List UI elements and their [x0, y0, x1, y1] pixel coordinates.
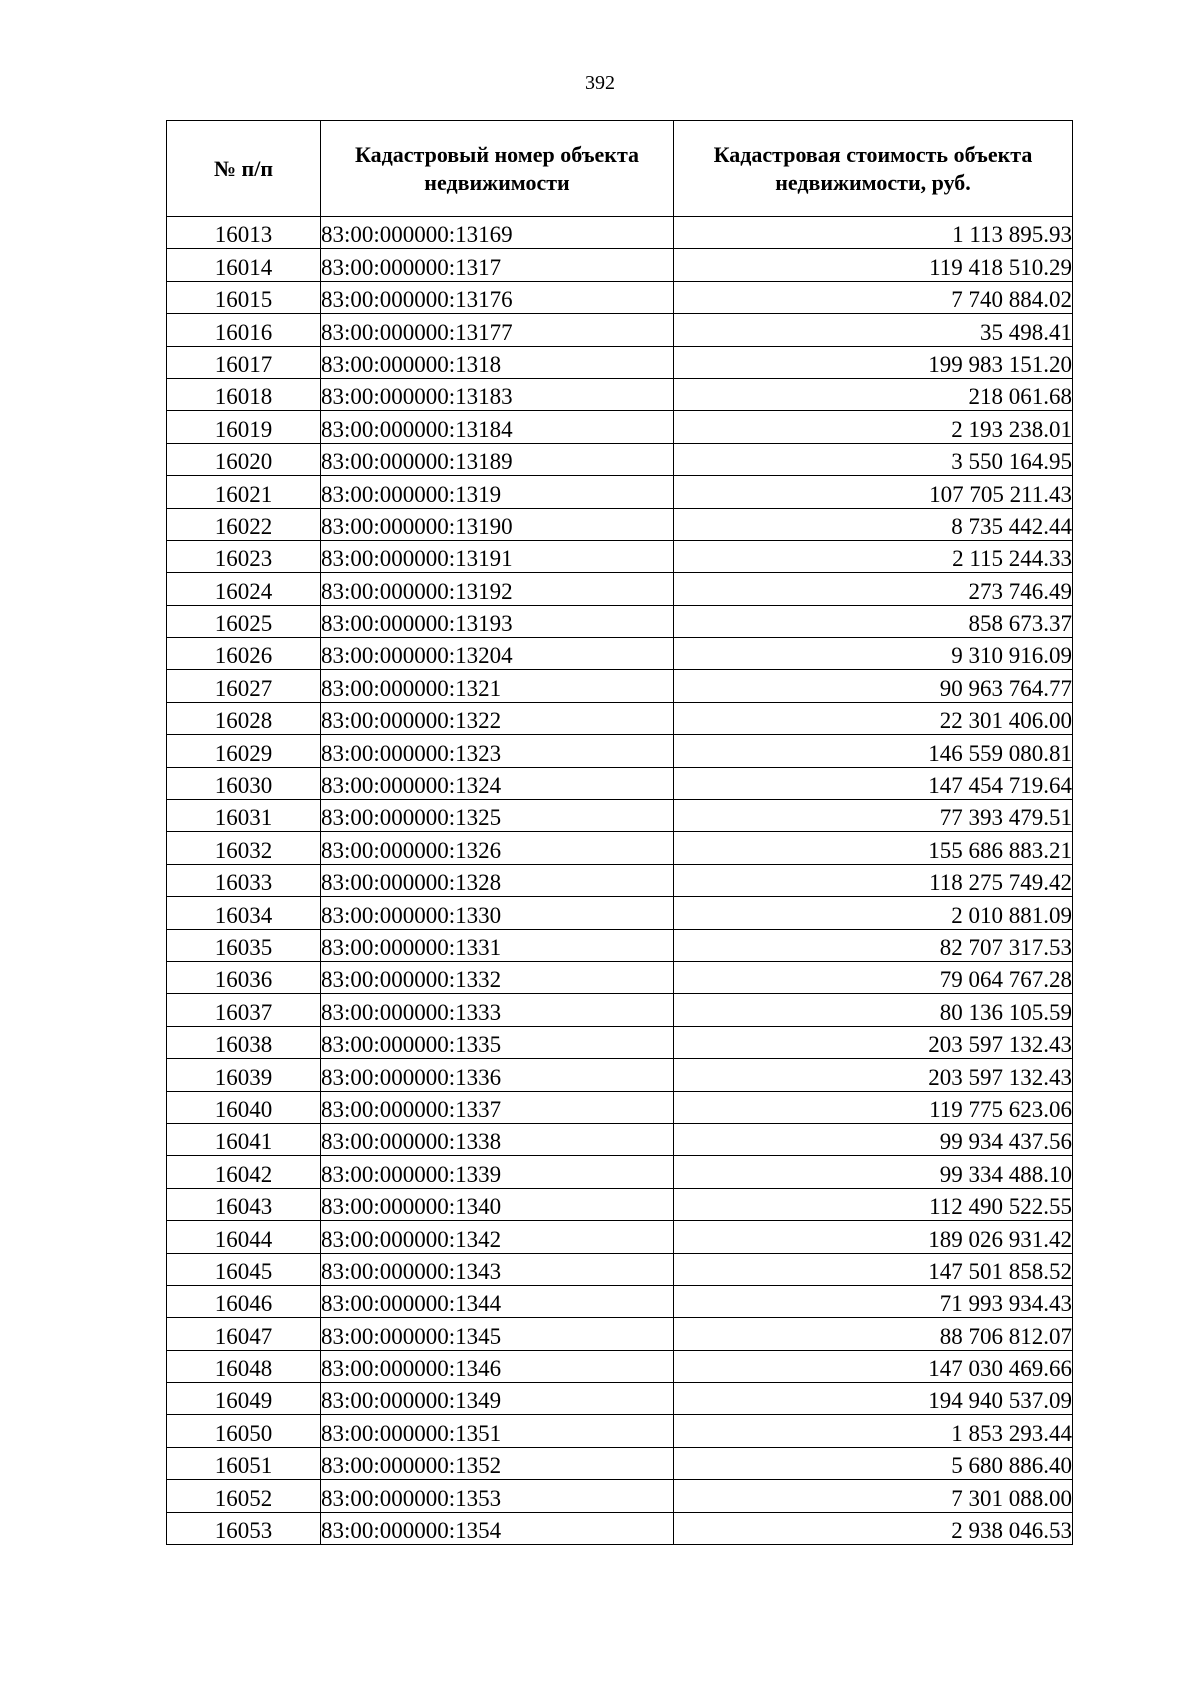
cadastral-number-cell: 83:00:000000:1340 [321, 1188, 674, 1220]
cadastral-number-cell: 83:00:000000:1343 [321, 1253, 674, 1285]
row-number-cell: 16027 [167, 670, 321, 702]
cadastral-number-cell: 83:00:000000:13189 [321, 443, 674, 475]
row-number-cell: 16038 [167, 1026, 321, 1058]
cadastral-value-cell: 273 746.49 [674, 573, 1073, 605]
table-row [167, 378, 1073, 410]
table-body [167, 217, 1073, 1545]
cadastral-number-cell: 83:00:000000:1337 [321, 1091, 674, 1123]
row-number-cell: 16015 [167, 281, 321, 313]
header-cadastral-number: Кадастровый номер объекта недвижимости [321, 121, 674, 217]
cadastral-value-cell: 147 454 719.64 [674, 767, 1073, 799]
cadastral-value-cell: 112 490 522.55 [674, 1188, 1073, 1220]
cadastral-number-cell: 83:00:000000:1345 [321, 1318, 674, 1350]
cadastral-value-cell: 218 061.68 [674, 378, 1073, 410]
cadastral-number-cell: 83:00:000000:1325 [321, 800, 674, 832]
cadastral-number-cell: 83:00:000000:1336 [321, 1059, 674, 1091]
cadastral-value-cell: 90 963 764.77 [674, 670, 1073, 702]
table-row [167, 670, 1073, 702]
cadastral-number-cell: 83:00:000000:13192 [321, 573, 674, 605]
row-number-cell: 16018 [167, 378, 321, 410]
table-row [167, 1480, 1073, 1512]
table-row [167, 249, 1073, 281]
row-number-cell: 16048 [167, 1350, 321, 1382]
row-number-cell: 16014 [167, 249, 321, 281]
cadastral-value-cell: 203 597 132.43 [674, 1059, 1073, 1091]
cadastral-value-cell: 7 301 088.00 [674, 1480, 1073, 1512]
cadastral-number-cell: 83:00:000000:1339 [321, 1156, 674, 1188]
cadastral-number-cell: 83:00:000000:1332 [321, 961, 674, 993]
cadastral-value-cell: 99 934 437.56 [674, 1123, 1073, 1155]
cadastral-value-cell: 155 686 883.21 [674, 832, 1073, 864]
cadastral-value-cell: 9 310 916.09 [674, 638, 1073, 670]
row-number-cell: 16032 [167, 832, 321, 864]
cadastral-number-cell: 83:00:000000:1354 [321, 1512, 674, 1544]
row-number-cell: 16030 [167, 767, 321, 799]
cadastral-number-cell: 83:00:000000:1317 [321, 249, 674, 281]
row-number-cell: 16053 [167, 1512, 321, 1544]
table-row [167, 1318, 1073, 1350]
cadastral-value-cell: 82 707 317.53 [674, 929, 1073, 961]
cadastral-number-cell: 83:00:000000:13193 [321, 605, 674, 637]
cadastral-number-cell: 83:00:000000:1326 [321, 832, 674, 864]
cadastral-value-cell: 2 193 238.01 [674, 411, 1073, 443]
table-row [167, 1091, 1073, 1123]
cadastral-number-cell: 83:00:000000:1319 [321, 476, 674, 508]
row-number-cell: 16045 [167, 1253, 321, 1285]
cadastral-value-cell: 80 136 105.59 [674, 994, 1073, 1026]
cadastral-number-cell: 83:00:000000:1335 [321, 1026, 674, 1058]
row-number-cell: 16029 [167, 735, 321, 767]
cadastral-value-cell: 1 113 895.93 [674, 217, 1073, 249]
cadastral-value-cell: 107 705 211.43 [674, 476, 1073, 508]
table-row [167, 832, 1073, 864]
row-number-cell: 16023 [167, 540, 321, 572]
cadastral-number-cell: 83:00:000000:1352 [321, 1447, 674, 1479]
cadastral-value-table [166, 120, 1073, 1545]
cadastral-value-cell: 22 301 406.00 [674, 702, 1073, 734]
table-row [167, 281, 1073, 313]
table-row [167, 1447, 1073, 1479]
row-number-cell: 16024 [167, 573, 321, 605]
cadastral-value-cell: 194 940 537.09 [674, 1383, 1073, 1415]
row-number-cell: 16052 [167, 1480, 321, 1512]
row-number-cell: 16035 [167, 929, 321, 961]
header-row [167, 121, 1073, 217]
table-row [167, 314, 1073, 346]
cadastral-value-cell: 203 597 132.43 [674, 1026, 1073, 1058]
cadastral-number-cell: 83:00:000000:1353 [321, 1480, 674, 1512]
cadastral-value-cell: 79 064 767.28 [674, 961, 1073, 993]
cadastral-number-cell: 83:00:000000:1346 [321, 1350, 674, 1382]
cadastral-value-cell: 3 550 164.95 [674, 443, 1073, 475]
cadastral-value-cell: 118 275 749.42 [674, 864, 1073, 896]
table-row [167, 217, 1073, 249]
cadastral-number-cell: 83:00:000000:13204 [321, 638, 674, 670]
cadastral-number-cell: 83:00:000000:1324 [321, 767, 674, 799]
row-number-cell: 16043 [167, 1188, 321, 1220]
cadastral-value-cell: 119 418 510.29 [674, 249, 1073, 281]
table-row [167, 1188, 1073, 1220]
table-row [167, 573, 1073, 605]
cadastral-number-cell: 83:00:000000:13190 [321, 508, 674, 540]
table-row [167, 961, 1073, 993]
page-number: 392 [585, 72, 615, 94]
table-row [167, 411, 1073, 443]
cadastral-value-cell: 2 938 046.53 [674, 1512, 1073, 1544]
cadastral-number-cell: 83:00:000000:1333 [321, 994, 674, 1026]
cadastral-value-cell: 77 393 479.51 [674, 800, 1073, 832]
row-number-cell: 16049 [167, 1383, 321, 1415]
table-row [167, 800, 1073, 832]
cadastral-number-cell: 83:00:000000:13177 [321, 314, 674, 346]
header-num: № п/п [167, 121, 321, 217]
table-row [167, 1123, 1073, 1155]
row-number-cell: 16028 [167, 702, 321, 734]
header-cadastral-value: Кадастровая стоимость объекта недвижимости, руб. [674, 121, 1073, 217]
table-row [167, 1415, 1073, 1447]
table-row [167, 897, 1073, 929]
row-number-cell: 16047 [167, 1318, 321, 1350]
cadastral-number-cell: 83:00:000000:13183 [321, 378, 674, 410]
row-number-cell: 16021 [167, 476, 321, 508]
cadastral-number-cell: 83:00:000000:13191 [321, 540, 674, 572]
cadastral-number-cell: 83:00:000000:1338 [321, 1123, 674, 1155]
cadastral-value-cell: 88 706 812.07 [674, 1318, 1073, 1350]
cadastral-number-cell: 83:00:000000:1349 [321, 1383, 674, 1415]
cadastral-value-cell: 119 775 623.06 [674, 1091, 1073, 1123]
cadastral-number-cell: 83:00:000000:1331 [321, 929, 674, 961]
cadastral-value-cell: 2 010 881.09 [674, 897, 1073, 929]
cadastral-value-cell: 7 740 884.02 [674, 281, 1073, 313]
cadastral-number-cell: 83:00:000000:1330 [321, 897, 674, 929]
table-row [167, 476, 1073, 508]
table-row [167, 1285, 1073, 1317]
row-number-cell: 16044 [167, 1221, 321, 1253]
cadastral-number-cell: 83:00:000000:1342 [321, 1221, 674, 1253]
row-number-cell: 16042 [167, 1156, 321, 1188]
cadastral-number-cell: 83:00:000000:13184 [321, 411, 674, 443]
row-number-cell: 16016 [167, 314, 321, 346]
row-number-cell: 16017 [167, 346, 321, 378]
row-number-cell: 16026 [167, 638, 321, 670]
row-number-cell: 16050 [167, 1415, 321, 1447]
table-row [167, 735, 1073, 767]
row-number-cell: 16022 [167, 508, 321, 540]
table-row [167, 638, 1073, 670]
cadastral-number-cell: 83:00:000000:1323 [321, 735, 674, 767]
cadastral-number-cell: 83:00:000000:1321 [321, 670, 674, 702]
cadastral-value-cell: 35 498.41 [674, 314, 1073, 346]
table-row [167, 1156, 1073, 1188]
cadastral-number-cell: 83:00:000000:1318 [321, 346, 674, 378]
table-row [167, 540, 1073, 572]
cadastral-number-cell: 83:00:000000:1351 [321, 1415, 674, 1447]
cadastral-value-cell: 8 735 442.44 [674, 508, 1073, 540]
table-row [167, 1512, 1073, 1544]
cadastral-value-cell: 99 334 488.10 [674, 1156, 1073, 1188]
cadastral-value-cell: 147 501 858.52 [674, 1253, 1073, 1285]
row-number-cell: 16039 [167, 1059, 321, 1091]
row-number-cell: 16019 [167, 411, 321, 443]
row-number-cell: 16013 [167, 217, 321, 249]
table-row [167, 702, 1073, 734]
row-number-cell: 16051 [167, 1447, 321, 1479]
table-row [167, 1026, 1073, 1058]
cadastral-number-cell: 83:00:000000:13169 [321, 217, 674, 249]
table-row [167, 1059, 1073, 1091]
cadastral-value-cell: 71 993 934.43 [674, 1285, 1073, 1317]
cadastral-value-cell: 199 983 151.20 [674, 346, 1073, 378]
table-row [167, 346, 1073, 378]
table-row [167, 1383, 1073, 1415]
row-number-cell: 16031 [167, 800, 321, 832]
table-row [167, 929, 1073, 961]
table-row [167, 1253, 1073, 1285]
table-row [167, 767, 1073, 799]
cadastral-number-cell: 83:00:000000:13176 [321, 281, 674, 313]
cadastral-value-cell: 5 680 886.40 [674, 1447, 1073, 1479]
table-row [167, 1350, 1073, 1382]
table-row [167, 508, 1073, 540]
row-number-cell: 16037 [167, 994, 321, 1026]
cadastral-number-cell: 83:00:000000:1328 [321, 864, 674, 896]
cadastral-number-cell: 83:00:000000:1322 [321, 702, 674, 734]
row-number-cell: 16034 [167, 897, 321, 929]
table-row [167, 1221, 1073, 1253]
table-header [167, 121, 1073, 217]
cadastral-number-cell: 83:00:000000:1344 [321, 1285, 674, 1317]
row-number-cell: 16020 [167, 443, 321, 475]
cadastral-value-cell: 146 559 080.81 [674, 735, 1073, 767]
table-row [167, 443, 1073, 475]
row-number-cell: 16046 [167, 1285, 321, 1317]
row-number-cell: 16033 [167, 864, 321, 896]
row-number-cell: 16040 [167, 1091, 321, 1123]
row-number-cell: 16041 [167, 1123, 321, 1155]
cadastral-value-cell: 1 853 293.44 [674, 1415, 1073, 1447]
table-row [167, 605, 1073, 637]
table-row [167, 864, 1073, 896]
cadastral-value-cell: 147 030 469.66 [674, 1350, 1073, 1382]
cadastral-value-cell: 189 026 931.42 [674, 1221, 1073, 1253]
cadastral-value-cell: 858 673.37 [674, 605, 1073, 637]
table-row [167, 994, 1073, 1026]
row-number-cell: 16025 [167, 605, 321, 637]
row-number-cell: 16036 [167, 961, 321, 993]
cadastral-value-cell: 2 115 244.33 [674, 540, 1073, 572]
